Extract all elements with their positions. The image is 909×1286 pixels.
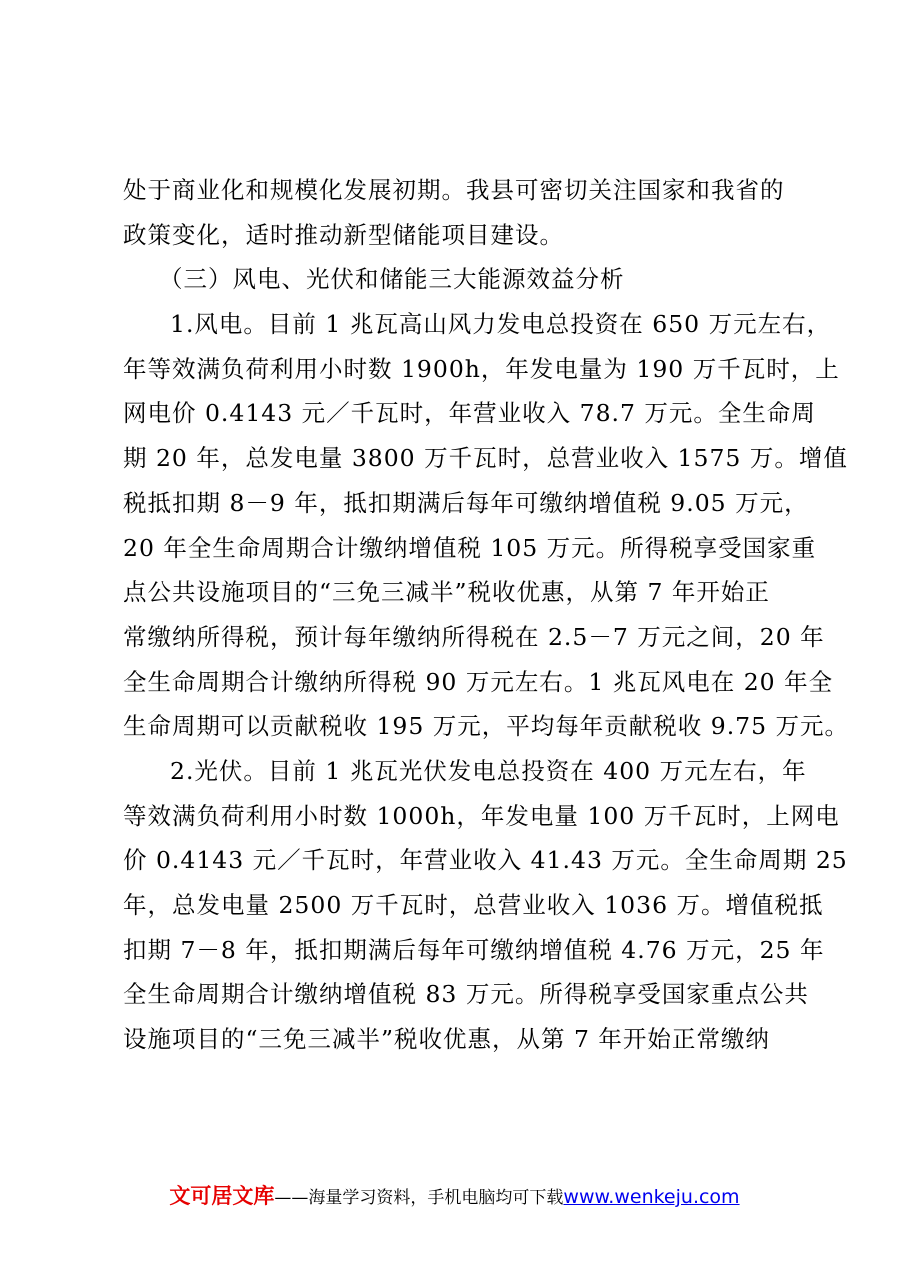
text-line: 年等效满负荷利用小时数 1900h，年发电量为 190 万千瓦时，上 (123, 354, 840, 383)
text-line: 设施项目的“三免三减半”税收优惠，从第 7 年开始正常缴纳 (123, 1025, 770, 1054)
text-line: 20 年全生命周期合计缴纳增值税 105 万元。所得税享受国家重 (123, 533, 817, 562)
text-line: 点公共设施项目的“三免三减半”税收优惠，从第 7 年开始正 (123, 578, 770, 607)
text-line: 常缴纳所得税，预计每年缴纳所得税在 2.5－7 万元之间，20 年 (123, 622, 825, 651)
footer-brand: 文可居文库 (169, 1184, 275, 1208)
text-line: 全生命周期合计缴纳所得税 90 万元左右。1 兆瓦风电在 20 年全 (123, 667, 834, 696)
text-line: 生命周期可以贡献税收 195 万元，平均每年贡献税收 9.75 万元。 (123, 712, 850, 741)
text-line: 处于商业化和规模化发展初期。我县可密切关注国家和我省的 (123, 176, 785, 204)
footer-slogan: ——海量学习资料，手机电脑均可下载 (274, 1188, 564, 1208)
paragraph-wind-start: 1.风电。目前 1 兆瓦高山风力发电总投资在 650 万元左右， (170, 310, 832, 339)
text-line: 期 20 年，总发电量 3800 万千瓦时，总营业收入 1575 万。增值 (123, 444, 848, 473)
text-line: 价 0.4143 元／千瓦时，年营业收入 41.43 万元。全生命周期 25 (123, 846, 848, 875)
section-heading: （三）风电、光伏和储能三大能源效益分析 (159, 265, 625, 294)
text-line: 等效满负荷利用小时数 1000h，年发电量 100 万千瓦时，上网电 (123, 801, 840, 830)
footer-banner (0, 1180, 909, 1210)
text-line: 政策变化，适时推动新型储能项目建设。 (123, 220, 564, 249)
paragraph-solar-start: 2.光伏。目前 1 兆瓦光伏发电总投资在 400 万元左右，年 (170, 756, 807, 785)
text-line: 年，总发电量 2500 万千瓦时，总营业收入 1036 万。增值税抵 (123, 891, 824, 919)
text-line: 扣期 7－8 年，抵扣期满后每年可缴纳增值税 4.76 万元，25 年 (123, 935, 825, 964)
text-line: 网电价 0.4143 元／千瓦时，年营业收入 78.7 万元。全生命周 (123, 399, 816, 428)
text-line: 全生命周期合计缴纳增值税 83 万元。所得税享受国家重点公共 (123, 980, 809, 1009)
footer-url-link[interactable]: www.wenkeju.com (563, 1186, 740, 1208)
text-line: 税抵扣期 8－9 年，抵扣期满后每年可缴纳增值税 9.05 万元， (123, 488, 809, 517)
document-body (123, 168, 850, 1062)
